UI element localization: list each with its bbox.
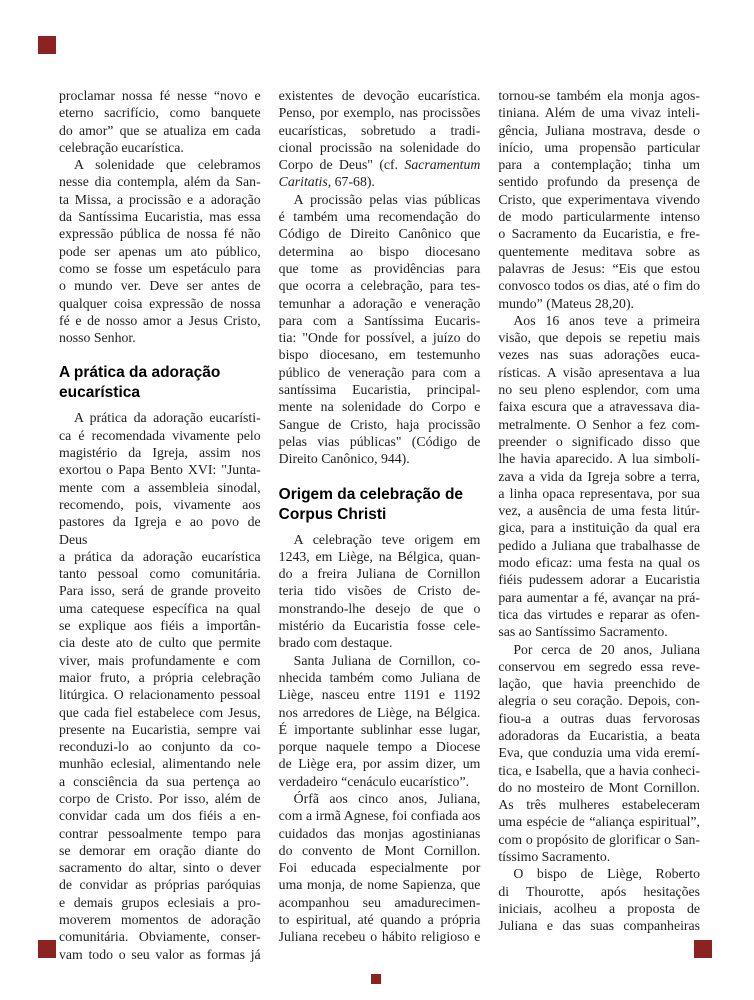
- text-line: temunhar a adoração e veneração: [278, 295, 481, 311]
- text-column-1: [59, 87, 261, 963]
- text-line: Juliana e das suas companheiras: [498, 918, 701, 934]
- text-line: Para isso, será de grande proveito: [59, 583, 261, 599]
- text-line: eterno sacrifício, como banquete: [59, 105, 261, 121]
- text-line: a consciência da sua pertença ao: [59, 773, 261, 789]
- text-line: zava a vida da Igreja sobre a terra,: [498, 468, 701, 484]
- text-line: adoradoras da Eucaristia, a beata: [498, 727, 701, 743]
- text-line: É importante sublinhar esse lugar,: [278, 721, 481, 737]
- text-line: Aos 16 anos teve a primeira: [513, 312, 701, 328]
- section-heading: Origem da celebração de Corpus Christi: [278, 485, 464, 523]
- text-line: monstrando-lhe desejo de que o: [278, 600, 481, 616]
- text-line: brado com destaque.: [278, 635, 393, 651]
- text-line: lação, que havia preenchido de: [498, 676, 701, 692]
- text-line: do no mosteiro de Mont Cornillon.: [498, 779, 701, 795]
- text-line: Órfã aos cinco anos, Juliana,: [293, 790, 481, 806]
- text-line: vezes nas suas adorações euca-: [498, 347, 701, 363]
- text-line: celebração eucarística.: [59, 139, 184, 155]
- text-line: ca é recomendada vivamente pelo: [59, 427, 261, 443]
- text-line: As três mulheres estabeleceram: [498, 797, 701, 813]
- text-line: tica, e Isabella, que a havia conheci-: [498, 762, 701, 778]
- text-line: cional procissão na solenidade do: [278, 139, 481, 155]
- text-line: nesse dia contempla, além da San-: [59, 174, 261, 190]
- text-line: lhe havia aparecido. A lua simboli-: [498, 451, 701, 467]
- text-line: vez, a ausência de uma festa litúr-: [498, 503, 701, 519]
- red-square-marker-top-left: [38, 36, 56, 54]
- text-line: sentido profundo da presença de: [498, 174, 701, 190]
- text-line: Corpo de Deus" (cf. Sacramentum: [278, 157, 481, 173]
- text-line: A prática da adoração eucarísti-: [74, 410, 261, 426]
- text-line: Penso, por exemplo, nas procissões: [278, 105, 481, 121]
- text-line: de convidar as próprias paróquias: [59, 877, 261, 893]
- text-line: Cristo, que experimentava vivendo: [498, 191, 701, 207]
- text-line: para a contemplação; tinha um: [498, 157, 701, 173]
- text-line: início, uma propensão particular: [498, 139, 701, 155]
- text-line: proclamar nossa fé nesse “novo e: [59, 88, 261, 103]
- text-line: se explique aos fiéis a importân-: [59, 618, 261, 634]
- text-line: porque naquele tempo a Diocese: [278, 739, 481, 755]
- text-line: Eva, que conduzia uma vida eremí-: [498, 745, 701, 761]
- text-line: 1243, em Liège, na Bélgica, quan-: [278, 548, 481, 564]
- text-line: é também uma recomendação do: [278, 209, 481, 225]
- text-line: bispo diocesano, em testemunho: [278, 347, 481, 363]
- text-line: pode ser apenas um ato público,: [59, 243, 261, 259]
- text-columns: [59, 87, 700, 963]
- text-line: acompanhou seu amadurecimen-: [278, 894, 481, 910]
- red-square-marker-bottom-right: [694, 940, 712, 958]
- text-line: contrar pessoalmente tempo para: [59, 825, 261, 841]
- text-line: o Sacramento da Eucaristia, e fre-: [498, 226, 701, 242]
- text-line: como se fosse um espetáculo para: [59, 260, 261, 276]
- text-line: para aumentar a fé, avançar na prá-: [498, 589, 701, 605]
- text-line: O bispo de Liège, Roberto: [513, 866, 701, 882]
- text-line: tia: "Onde for possível, a juízo do: [278, 330, 481, 346]
- red-square-marker-bottom-left: [38, 940, 56, 958]
- text-line: mundo” (Mateus 28,20).: [498, 295, 634, 311]
- text-line: exortou o Papa Bento XVI: "Junta-: [59, 462, 261, 478]
- text-line: com o propósito de glorificar o San-: [498, 831, 701, 847]
- text-line: maior fruto, a própria celebração: [59, 669, 261, 685]
- text-line: iniciais, acolheu a proposta de: [498, 900, 701, 916]
- text-line: que ocorra a celebração, para tes-: [278, 278, 481, 294]
- text-line: sas ao Santíssimo Sacramento.: [498, 624, 668, 640]
- text-line: verdadeiro “cenáculo eucarístico”.: [278, 773, 470, 789]
- text-line: do amor” que se atualiza em cada: [59, 122, 261, 138]
- text-line: corpo de Cristo. Por isso, além de: [59, 790, 261, 806]
- text-line: determina ao bispo diocesano: [278, 243, 481, 259]
- text-line: que cada fiel estabelece com Jesus,: [59, 704, 261, 720]
- text-line: fiou-a a outras duas fervorosas: [498, 710, 701, 726]
- text-line: presente na Eucaristia, sempre vai: [59, 721, 261, 737]
- text-line: tanto pessoal como comunitária.: [59, 566, 261, 582]
- text-line: nhecida também como Juliana de: [278, 669, 481, 685]
- text-line: de modo particularmente intenso: [498, 209, 701, 225]
- text-line: pelas vias públicas" (Código de: [278, 433, 481, 449]
- text-line: A solenidade que celebramos: [74, 157, 261, 173]
- text-line: Santa Juliana de Cornillon, co-: [293, 652, 481, 668]
- text-line: nosso Senhor.: [59, 330, 136, 346]
- text-line: uma catequese específica na qual: [59, 600, 261, 616]
- text-line: munhão eclesial, alimentando nele: [59, 756, 261, 772]
- text-line: se demorar em oração diante do: [59, 842, 261, 858]
- text-line: reconduzi-lo ao conjunto da co-: [59, 739, 261, 755]
- text-line: magistério da Igreja, assim nos: [59, 445, 261, 461]
- text-line: Código de Direito Canônico que: [278, 226, 481, 242]
- text-line: ta Missa, a procissão e a adoração: [59, 191, 261, 207]
- text-line: cuidados das monjas agostinianas: [278, 825, 481, 841]
- text-line: Juliana recebeu o hábito religioso e: [278, 929, 481, 945]
- text-line: faixa escura que a atravessava dia-: [498, 399, 701, 415]
- text-line: tíssimo Sacramento.: [498, 849, 611, 865]
- text-line: a prática da adoração eucarística: [59, 548, 261, 564]
- text-line: moverem momentos de adoração: [59, 912, 261, 928]
- text-line: Por cerca de 20 anos, Juliana: [513, 641, 701, 657]
- text-line: metralmente. O Senhor a fez com-: [498, 416, 701, 432]
- text-line: a linha opaca representava, por sua: [498, 485, 701, 501]
- text-line: Caritatis, 67-68).: [278, 174, 375, 190]
- text-line: mistério da Eucaristia fosse cele-: [278, 618, 481, 634]
- text-line: mente com a assembleia sinodal,: [59, 479, 261, 495]
- text-line: o mundo ver. Deve ser antes de: [59, 278, 261, 294]
- text-line: fiéis pudessem adorar a Eucaristia: [498, 572, 701, 588]
- text-line: fé e de nosso amor a Jesus Cristo,: [59, 312, 261, 328]
- text-line: santíssima Eucaristia, principal-: [278, 382, 481, 398]
- text-line: recomendo, pois, vivamente aos: [59, 496, 261, 512]
- text-line: quentemente meditava sobre as: [498, 243, 701, 259]
- text-column-3: [498, 87, 700, 963]
- text-line: uma monja, de nome Sapienza, que: [278, 877, 481, 893]
- text-line: qualquer coisa expressão de nossa: [59, 295, 261, 311]
- text-line: expressão pública de nossa fé não: [59, 226, 261, 242]
- text-line: modo eficaz: uma festa na qual os: [498, 555, 701, 571]
- text-line: que tome as providências para: [278, 260, 481, 276]
- text-line: viver, mais profundamente e com: [59, 652, 261, 668]
- text-line: cia deste ato de culto que permite: [59, 635, 261, 651]
- text-line: preender o significado disso que: [498, 433, 701, 449]
- text-line: Sangue de Cristo, haja procissão: [278, 416, 481, 432]
- text-line: de Liège era, por assim dizer, um: [278, 756, 481, 772]
- text-line: conservou em segredo essa reve-: [498, 658, 701, 674]
- text-line: rísticas. A visão apresentava a lua: [498, 364, 701, 380]
- text-line: teria tido visões de Cristo de-: [278, 583, 481, 599]
- text-line: com a irmã Agnese, foi confiada aos: [278, 808, 481, 824]
- text-line: da Santíssima Eucaristia, mas essa: [59, 209, 261, 225]
- text-line: mente na solenidade do Corpo e: [278, 399, 481, 415]
- text-line: vam todo o seu valor as formas já: [59, 946, 261, 962]
- text-line: uma espécie de “aliança espiritual”,: [498, 814, 701, 830]
- text-line: di Thourotte, após hesitações: [498, 883, 701, 899]
- text-line: tica das virtudes e reparar as ofen-: [498, 606, 701, 622]
- text-line: Liège, nasceu entre 1191 e 1192: [278, 687, 481, 703]
- text-line: gica, para a instituição da qual era: [498, 520, 701, 536]
- text-line: comunitária. Obviamente, conser-: [59, 929, 261, 945]
- text-column-2: [279, 87, 481, 963]
- text-line: convidar cada um dos fiéis a en-: [59, 808, 261, 824]
- red-square-marker-bottom-center: [371, 974, 381, 984]
- text-line: e demais grupos eclesiais a pro-: [59, 894, 261, 910]
- text-line: do a freira Juliana de Cornillon: [278, 566, 481, 582]
- text-line: A celebração teve origem em: [293, 531, 481, 547]
- section-heading: A prática da adoração eucarística: [59, 364, 221, 402]
- text-line: tiniana. Além de uma vivaz inteli-: [498, 105, 701, 121]
- text-line: no seu pleno esplendor, com uma: [498, 382, 701, 398]
- text-line: tornou-se também ela monja agos-: [498, 88, 701, 103]
- text-line: existentes de devoção eucarística.: [278, 88, 481, 103]
- text-line: alegria o seu coração. Depois, con-: [498, 693, 701, 709]
- text-line: nos arredores de Liège, na Bélgica.: [278, 704, 481, 720]
- text-line: eucarísticas, sobretudo a tradi-: [278, 122, 481, 138]
- text-line: sacramento do altar, sinto o dever: [59, 860, 261, 876]
- text-line: Foi educada especialmente por: [278, 860, 481, 876]
- text-line: pedido a Juliana que trabalhasse de: [498, 537, 701, 553]
- text-line: convosco todos os dias, até o fim do: [498, 278, 701, 294]
- text-line: visão, que depois se repetiu mais: [498, 330, 701, 346]
- text-line: público de veneração para com a: [278, 364, 481, 380]
- text-line: Direito Canônico, 944).: [278, 451, 410, 467]
- text-line: para com a Santíssima Eucaris-: [278, 312, 481, 328]
- text-line: palavras de Jesus: “Eis que estou: [498, 260, 701, 276]
- text-line: gência, Juliana mostrava, desde o: [498, 122, 701, 138]
- text-line: to espiritual, até quando a própria: [278, 912, 481, 928]
- text-line: A procissão pelas vias públicas: [293, 191, 481, 207]
- text-line: pastores da Igreja e ao povo de Deus: [59, 514, 261, 547]
- text-line: do convento de Mont Cornillon.: [278, 842, 481, 858]
- text-line: litúrgica. O relacionamento pessoal: [59, 687, 261, 703]
